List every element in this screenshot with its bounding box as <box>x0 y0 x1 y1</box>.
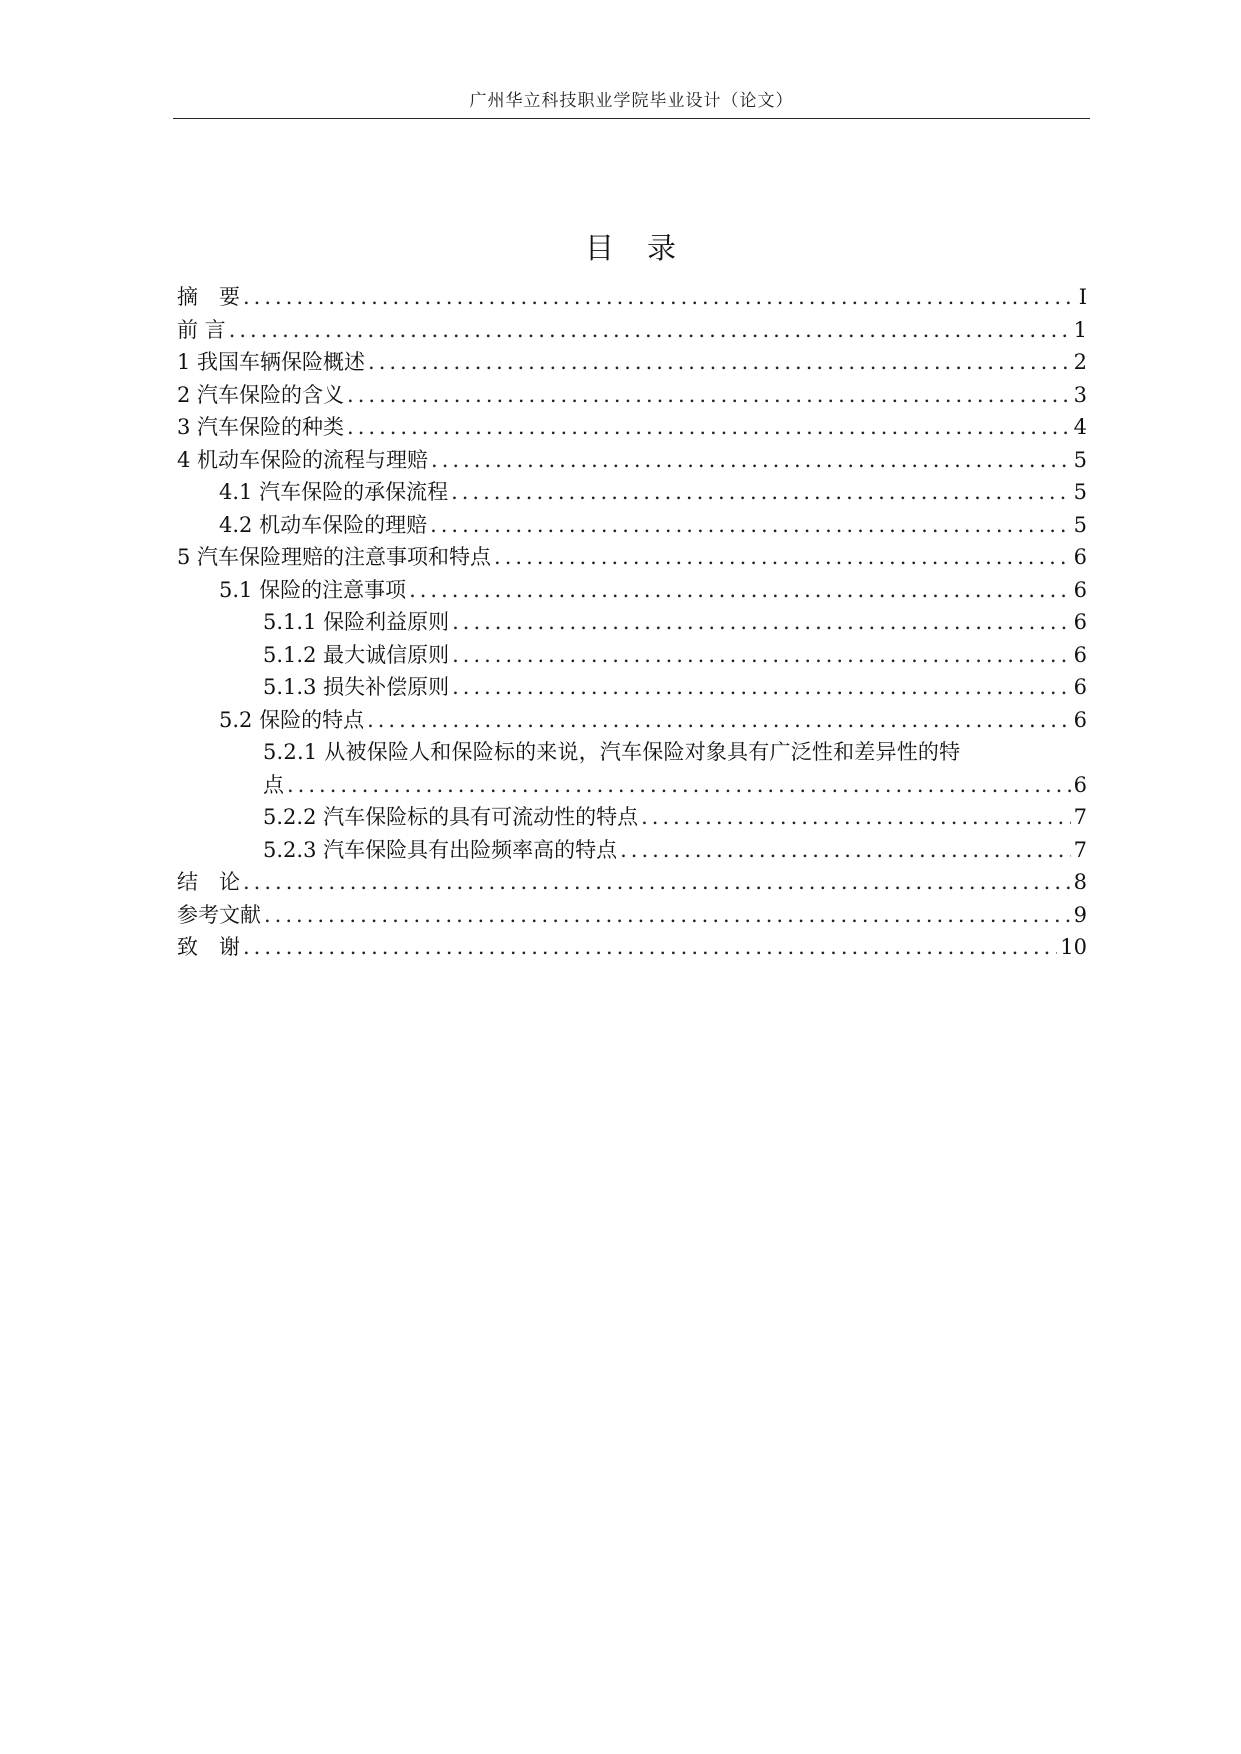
toc-leader-dots <box>243 281 1076 314</box>
toc-entry-label: 前 言 <box>177 317 226 342</box>
toc-entry-page: 8 <box>1073 870 1087 894</box>
toc-entry-conclusion[interactable] <box>177 866 1087 899</box>
toc-entry-label: 5.1.3 损失补偿原则 <box>263 675 450 699</box>
toc-leader-dots <box>452 639 1071 672</box>
toc-entry-label: 3 汽车保险的种类 <box>177 415 345 439</box>
toc-entry-5-1[interactable] <box>177 574 1087 607</box>
table-of-contents <box>177 281 1087 964</box>
toc-entry-page: I <box>1078 285 1087 309</box>
toc-entry-label: 结 论 <box>177 870 240 894</box>
toc-entry-page: 7 <box>1073 805 1087 829</box>
toc-entry-preface[interactable] <box>177 314 1087 347</box>
toc-entry-label: 5 汽车保险理赔的注意事项和特点 <box>177 545 492 569</box>
toc-entry-5-1-3[interactable] <box>177 671 1087 704</box>
toc-entry-page: 6 <box>1073 707 1087 732</box>
toc-entry-page: 6 <box>1073 772 1087 797</box>
header-rule <box>173 118 1090 119</box>
toc-entry-4-2[interactable] <box>177 509 1087 542</box>
toc-entry-label: 4.2 机动车保险的理赔 <box>219 512 428 537</box>
toc-entry-line2 <box>177 769 1087 802</box>
toc-entry-page: 5 <box>1073 447 1087 472</box>
toc-entry-page: 4 <box>1073 415 1087 439</box>
toc-leader-dots <box>368 346 1071 379</box>
toc-entry-label: 5.1 保险的注意事项 <box>219 577 407 602</box>
toc-entry-page: 7 <box>1073 837 1087 862</box>
toc-entry-5-2-3[interactable] <box>177 834 1087 867</box>
toc-leader-dots <box>347 411 1071 444</box>
toc-entry-page: 10 <box>1060 935 1087 959</box>
toc-entry-label: 4.1 汽车保险的承保流程 <box>219 480 449 504</box>
toc-leader-dots <box>620 834 1071 867</box>
toc-entry-5-2[interactable] <box>177 704 1087 737</box>
toc-entry-page: 3 <box>1073 382 1087 407</box>
toc-entry-references[interactable] <box>177 899 1087 932</box>
toc-entry-label: 5.1.1 保险利益原则 <box>263 610 450 634</box>
toc-entry-page: 9 <box>1073 902 1087 927</box>
toc-entry-abstract[interactable] <box>177 281 1087 314</box>
toc-entry-page: 6 <box>1073 577 1087 602</box>
toc-leader-dots <box>452 606 1071 639</box>
toc-leader-dots <box>641 801 1071 834</box>
toc-entry-page: 1 <box>1073 317 1087 342</box>
toc-entry-ch4[interactable] <box>177 444 1087 477</box>
page-header: 广州华立科技职业学院毕业设计（论文） <box>469 91 794 111</box>
toc-entry-label: 5.1.2 最大诚信原则 <box>263 642 450 667</box>
toc-entry-label: 5.2.3 汽车保险具有出险频率高的特点 <box>263 837 618 862</box>
toc-entry-ch2[interactable] <box>177 379 1087 412</box>
toc-entry-label: 2 汽车保险的含义 <box>177 382 345 407</box>
toc-entry-label: 1 我国车辆保险概述 <box>177 350 366 374</box>
toc-leader-dots <box>287 769 1071 802</box>
toc-leader-dots <box>347 379 1071 412</box>
toc-entry-page: 5 <box>1073 480 1087 504</box>
toc-leader-dots <box>431 444 1071 477</box>
toc-entry-ch5[interactable] <box>177 541 1087 574</box>
toc-entry-label: 参考文献 <box>177 902 261 927</box>
toc-entry-page: 5 <box>1073 512 1087 537</box>
toc-entry-label: 摘 要 <box>177 285 240 309</box>
toc-entry-label: 4 机动车保险的流程与理赔 <box>177 447 429 472</box>
toc-leader-dots <box>229 314 1071 347</box>
toc-entry-4-1[interactable] <box>177 476 1087 509</box>
toc-entry-ch1[interactable] <box>177 346 1087 379</box>
toc-entry-page: 6 <box>1073 642 1087 667</box>
toc-entry-5-2-1[interactable] <box>177 736 1087 801</box>
toc-leader-dots <box>430 509 1071 542</box>
toc-leader-dots <box>243 931 1057 964</box>
toc-leader-dots <box>452 671 1071 704</box>
toc-entry-page: 6 <box>1073 545 1087 569</box>
toc-entry-ch3[interactable] <box>177 411 1087 444</box>
toc-leader-dots <box>451 476 1071 509</box>
toc-entry-5-1-1[interactable] <box>177 606 1087 639</box>
toc-title: 目 录 <box>584 231 678 265</box>
toc-entry-label: 5.2.2 汽车保险标的具有可流动性的特点 <box>263 805 639 829</box>
toc-leader-dots <box>243 866 1071 899</box>
toc-entry-label-line2: 点 <box>263 772 284 797</box>
toc-entry-page: 2 <box>1073 350 1087 374</box>
toc-entry-5-1-2[interactable] <box>177 639 1087 672</box>
toc-leader-dots <box>494 541 1071 574</box>
toc-leader-dots <box>264 899 1071 932</box>
toc-entry-label: 5.2 保险的特点 <box>219 707 365 732</box>
toc-entry-5-2-2[interactable] <box>177 801 1087 834</box>
toc-entry-page: 6 <box>1073 675 1087 699</box>
toc-entry-label: 致 谢 <box>177 935 240 959</box>
toc-leader-dots <box>409 574 1071 607</box>
toc-leader-dots <box>367 704 1071 737</box>
toc-entry-label-line1: 5.2.1 从被保险人和保险标的来说，汽车保险对象具有广泛性和差异性的特 <box>263 740 961 764</box>
toc-entry-page: 6 <box>1073 610 1087 634</box>
toc-entry-thanks[interactable] <box>177 931 1087 964</box>
